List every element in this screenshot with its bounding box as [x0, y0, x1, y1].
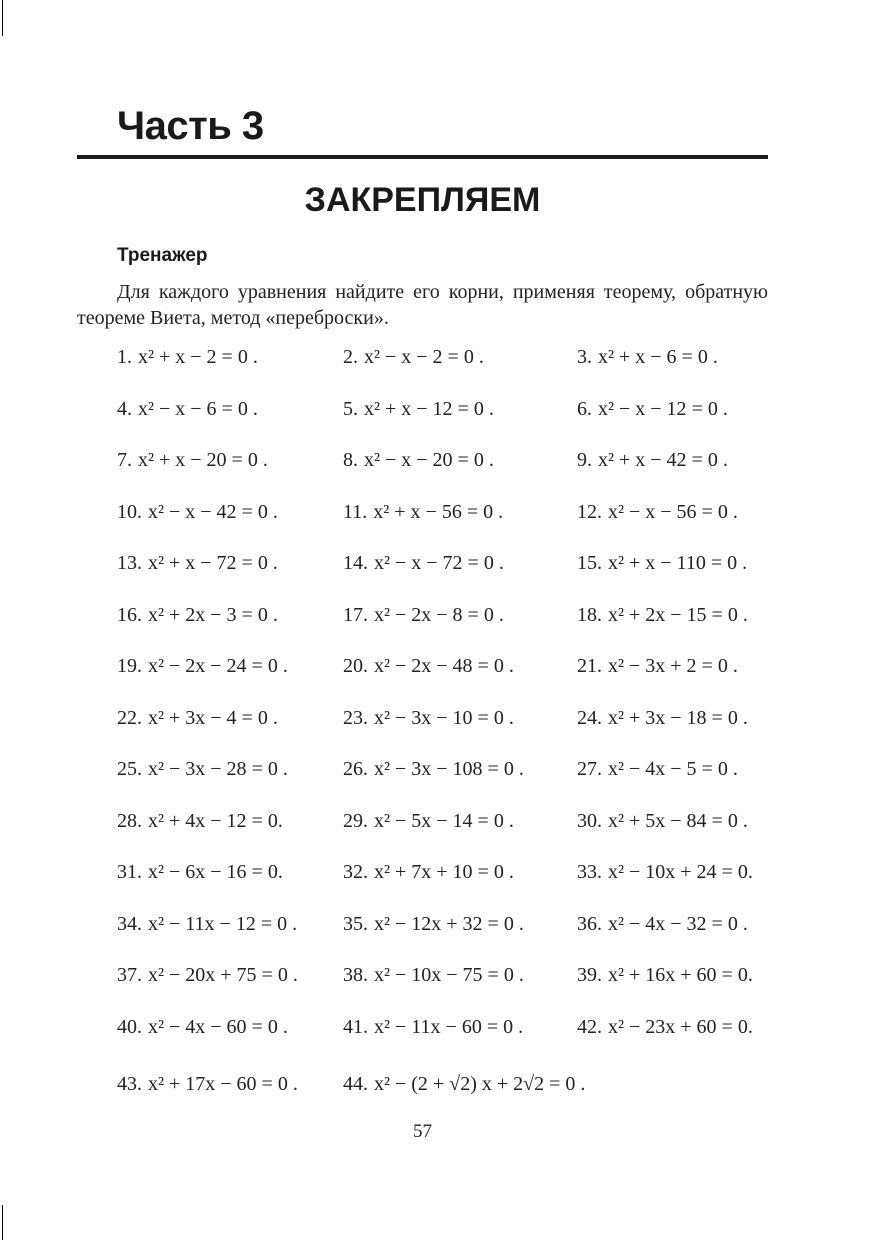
exercise-number: 6. — [577, 397, 592, 420]
exercise-equation: x² − x − 2 = 0 . — [364, 346, 484, 368]
exercise-item — [117, 655, 288, 678]
exercise-number: 19. — [117, 655, 142, 677]
exercise-number: 38. — [343, 964, 368, 986]
exercise-number: 33. — [577, 861, 602, 883]
exercise-item — [577, 398, 728, 421]
exercise-number: 10. — [117, 500, 142, 523]
exercise-item — [343, 346, 484, 369]
exercise-equation: x² − 3x + 2 = 0 . — [608, 655, 738, 677]
exercise-equation: x² + x − 56 = 0 . — [373, 500, 504, 523]
exercise-item — [577, 707, 748, 730]
exercise-item — [343, 449, 494, 472]
exercise-equation: x² − x − 6 = 0 . — [138, 397, 258, 420]
part-title: Часть 3 — [117, 104, 264, 148]
exercise-equation: x² − 23x + 60 = 0. — [608, 1015, 753, 1038]
exercise-equation: x² − (2 + √2) x + 2√2 = 0 . — [374, 1073, 586, 1095]
exercise-number: 18. — [577, 603, 602, 626]
exercise-equation: x² − 4x − 60 = 0 . — [148, 1015, 288, 1038]
exercise-number: 12. — [577, 500, 602, 523]
exercise-number: 11. — [343, 500, 368, 523]
exercise-equation: x² − x − 42 = 0 . — [148, 500, 278, 523]
exercise-item — [577, 655, 738, 678]
exercise-equation: x² + 3x − 18 = 0 . — [608, 706, 748, 729]
exercise-item — [117, 398, 258, 421]
exercise-number: 40. — [117, 1015, 142, 1038]
exercise-item — [343, 604, 504, 627]
page-number: 57 — [413, 1121, 432, 1142]
instruction-text: Для каждого уравнения найдите его корни, применяя теорему, обратную теореме Виета, метод «переброски». — [77, 281, 768, 329]
exercise-number: 28. — [117, 809, 142, 832]
exercise-item — [577, 552, 747, 575]
exercise-item — [343, 810, 514, 833]
exercise-equation: x² − 3x − 10 = 0 . — [374, 706, 514, 729]
exercise-equation: x² − 2x − 24 = 0 . — [148, 655, 288, 677]
exercise-equation: x² − 4x − 5 = 0 . — [608, 758, 738, 780]
exercise-equation: x² − 5x − 14 = 0 . — [374, 809, 514, 832]
exercise-equation: x² − x − 72 = 0 . — [374, 552, 504, 574]
exercise-equation: x² − x − 56 = 0 . — [608, 500, 738, 523]
exercise-equation: x² + x − 42 = 0 . — [598, 449, 728, 471]
exercise-number: 22. — [117, 706, 142, 729]
exercise-number: 16. — [117, 603, 142, 626]
exercise-equation: x² − 10x + 24 = 0. — [608, 861, 753, 883]
exercise-equation: x² − 11x − 12 = 0 . — [148, 912, 298, 935]
exercise-equation: x² + 16x + 60 = 0. — [608, 964, 753, 986]
exercise-number: 29. — [343, 809, 368, 832]
exercise-item — [117, 861, 283, 884]
exercise-item — [343, 964, 524, 987]
exercise-equation: x² + x − 6 = 0 . — [598, 346, 718, 368]
subheading: Тренажер — [117, 245, 208, 266]
exercise-item — [577, 449, 728, 472]
exercise-item — [117, 707, 278, 730]
exercise-item — [343, 861, 514, 884]
exercise-number: 15. — [577, 552, 602, 574]
exercise-equation: x² − 11x − 60 = 0 . — [374, 1015, 524, 1038]
exercise-equation: x² + x − 12 = 0 . — [364, 397, 494, 420]
exercise-item — [343, 758, 524, 781]
exercise-item — [577, 964, 753, 987]
exercise-number: 25. — [117, 758, 142, 780]
exercise-item — [117, 913, 297, 936]
exercise-equation: x² − 2x − 48 = 0 . — [374, 655, 514, 677]
exercise-item — [117, 1016, 288, 1039]
exercise-equation: x² + 17x − 60 = 0 . — [148, 1073, 298, 1095]
exercise-number: 37. — [117, 964, 142, 986]
exercise-item — [343, 655, 514, 678]
exercise-number: 3. — [577, 346, 592, 368]
exercise-equation: x² − 2x − 8 = 0 . — [374, 603, 504, 626]
exercise-item — [343, 1016, 523, 1039]
exercise-number: 36. — [577, 912, 602, 935]
exercise-number: 27. — [577, 758, 602, 780]
exercise-item — [117, 810, 283, 833]
exercise-item — [117, 1073, 298, 1096]
exercise-number: 4. — [117, 397, 132, 420]
exercise-item — [577, 346, 718, 369]
exercise-equation: x² + 2x − 3 = 0 . — [148, 603, 278, 626]
exercise-number: 2. — [343, 346, 358, 368]
exercise-number: 17. — [343, 603, 368, 626]
exercise-number: 41. — [343, 1015, 368, 1038]
exercise-equation: x² + x − 110 = 0 . — [608, 552, 748, 574]
exercise-item — [343, 501, 503, 524]
exercise-number: 24. — [577, 706, 602, 729]
exercise-equation: x² − 4x − 32 = 0 . — [608, 912, 748, 935]
exercise-item — [577, 501, 738, 524]
exercise-item — [577, 758, 738, 781]
exercise-equation: x² − 3x − 108 = 0 . — [374, 758, 524, 780]
exercise-number: 39. — [577, 964, 602, 986]
exercise-equation: x² + 4x − 12 = 0. — [148, 809, 283, 832]
exercise-item — [343, 552, 504, 575]
exercise-number: 44. — [343, 1073, 368, 1095]
exercise-item — [117, 501, 278, 524]
exercise-number: 23. — [343, 706, 368, 729]
exercise-number: 31. — [117, 861, 142, 883]
exercise-equation: x² − 3x − 28 = 0 . — [148, 758, 288, 780]
exercise-number: 34. — [117, 912, 142, 935]
exercise-equation: x² − x − 12 = 0 . — [598, 397, 728, 420]
exercise-item — [577, 604, 748, 627]
exercise-item — [577, 861, 753, 884]
exercise-equation: x² − 10x − 75 = 0 . — [374, 964, 524, 986]
exercise-number: 8. — [343, 449, 358, 471]
exercise-equation: x² + x − 2 = 0 . — [138, 346, 258, 368]
exercise-item — [343, 707, 514, 730]
exercise-equation: x² − x − 20 = 0 . — [364, 449, 494, 471]
exercise-number: 7. — [117, 449, 132, 471]
section-title: ЗАКРЕПЛЯЕМ — [304, 181, 541, 219]
exercise-equation: x² − 6x − 16 = 0. — [148, 861, 283, 883]
crop-mark-bottom — [2, 1205, 3, 1240]
exercise-item — [577, 913, 748, 936]
exercise-number: 32. — [343, 861, 368, 883]
exercise-item — [343, 1073, 585, 1096]
exercise-equation: x² + 5x − 84 = 0 . — [608, 809, 748, 832]
exercise-equation: x² + 2x − 15 = 0 . — [608, 603, 748, 626]
exercise-item — [117, 449, 268, 472]
exercise-number: 26. — [343, 758, 368, 780]
exercise-equation: x² + x − 72 = 0 . — [148, 552, 278, 574]
exercise-item — [117, 552, 278, 575]
exercise-number: 5. — [343, 397, 358, 420]
exercise-equation: x² − 12x + 32 = 0 . — [374, 912, 524, 935]
exercise-number: 21. — [577, 655, 602, 677]
exercise-number: 43. — [117, 1073, 142, 1095]
exercise-item — [577, 1016, 753, 1039]
exercise-number: 42. — [577, 1015, 602, 1038]
crop-mark-top — [2, 0, 3, 36]
title-rule — [77, 155, 768, 159]
exercise-equation: x² + 3x − 4 = 0 . — [148, 706, 278, 729]
exercise-number: 30. — [577, 809, 602, 832]
exercise-item — [117, 346, 258, 369]
exercise-number: 1. — [117, 346, 132, 368]
exercise-number: 13. — [117, 552, 142, 574]
exercise-number: 14. — [343, 552, 368, 574]
exercise-number: 20. — [343, 655, 368, 677]
exercise-equation: x² + 7x + 10 = 0 . — [374, 861, 514, 883]
exercise-item — [117, 964, 298, 987]
exercise-item — [343, 398, 494, 421]
exercise-number: 9. — [577, 449, 592, 471]
exercise-equation: x² − 20x + 75 = 0 . — [148, 964, 298, 986]
exercise-item — [117, 758, 288, 781]
exercise-item — [343, 913, 524, 936]
exercise-item — [577, 810, 748, 833]
exercise-item — [117, 604, 278, 627]
exercise-equation: x² + x − 20 = 0 . — [138, 449, 268, 471]
exercise-number: 35. — [343, 912, 368, 935]
